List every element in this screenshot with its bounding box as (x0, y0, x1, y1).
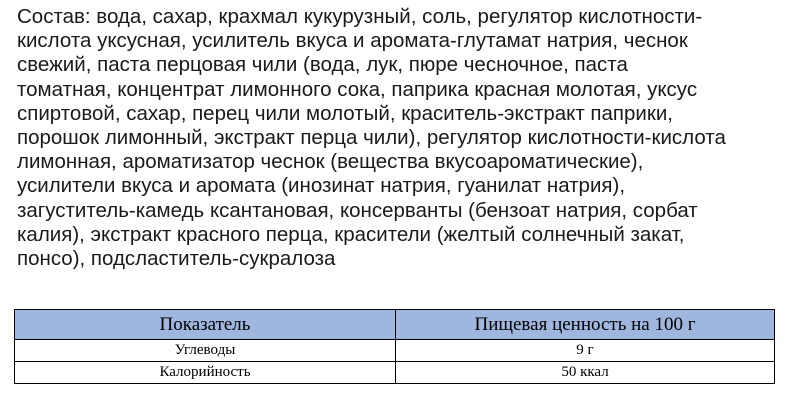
ingredients-line: калия), экстракт красного перца, красители (желтый солнечный закат, (17, 222, 685, 246)
table-header-row (15, 310, 775, 340)
column-header-indicator: Показатель (15, 310, 396, 340)
ingredients-line: свежий, паста перцовая чили (вода, лук, пюре чесночное, паста (17, 53, 628, 77)
table-cell-indicator: Углеводы (15, 340, 396, 362)
ingredients-line: Состав: вода, сахар, крахмал кукурузный, соль, регулятор кислотности- (17, 5, 703, 28)
ingredients-line: порошок лимонный, экстракт перца чили), регулятор кислотности-кислота (17, 126, 726, 150)
table-cell-indicator: Калорийность (15, 362, 396, 384)
nutrition-table (14, 309, 775, 384)
table-row (15, 362, 775, 384)
ingredients-text (17, 5, 787, 271)
ingredients-line: спиртовой, сахар, перец чили молотый, краситель-экстракт паприки, (17, 101, 673, 125)
ingredients-line: загуститель-камедь ксантановая, консерванты (бензоат натрия, сорбат (17, 198, 698, 222)
table-cell-value: 50 ккал (396, 362, 775, 384)
table-row (15, 340, 775, 362)
table-cell-value: 9 г (396, 340, 775, 362)
column-header-nutritional-value: Пищевая ценность на 100 г (396, 310, 775, 340)
ingredients-line: понсо), подсластитель-сукралоза (17, 247, 336, 271)
ingredients-line: кислота уксусная, усилитель вкуса и аромата-глутамат натрия, чеснок (17, 29, 688, 53)
ingredients-line: лимонная, ароматизатор чеснок (вещества вкусоароматические), (17, 150, 644, 174)
ingredients-line: томатная, концентрат лимонного сока, паприка красная молотая, уксус (17, 77, 698, 101)
ingredients-line: усилители вкуса и аромата (инозинат натрия, гуанилат натрия), (17, 174, 626, 198)
